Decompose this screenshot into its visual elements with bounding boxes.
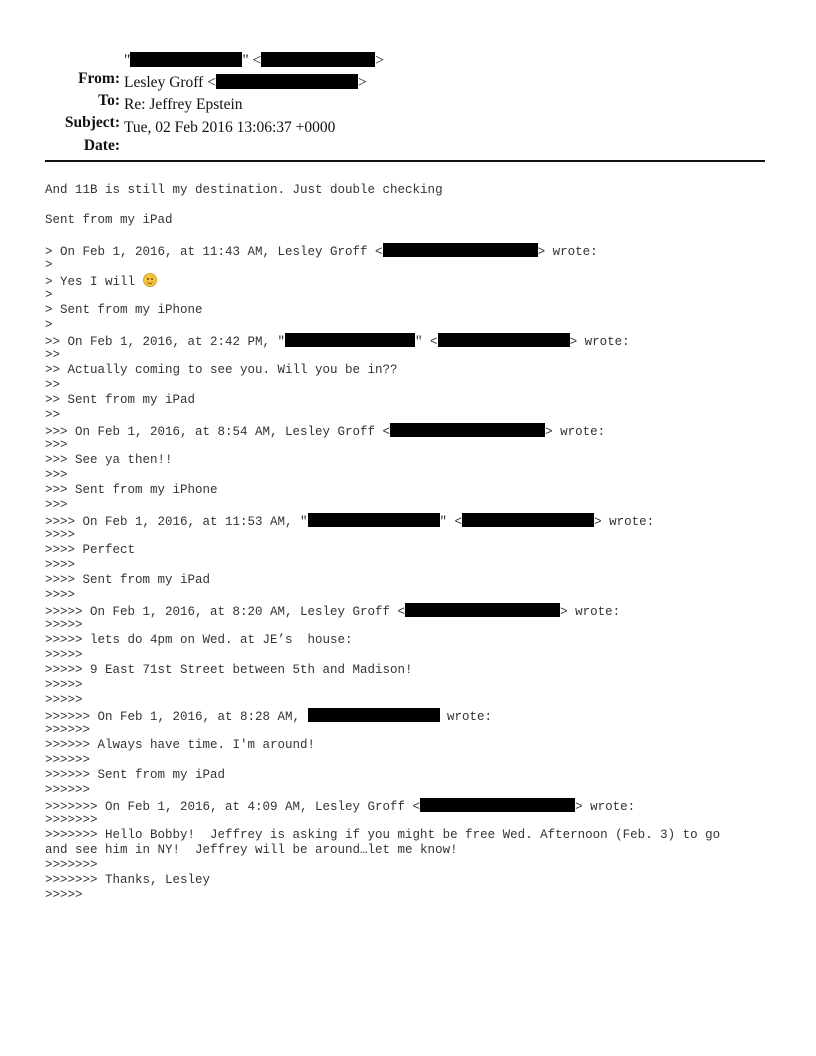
body-line: >>>>> bbox=[45, 678, 83, 692]
body-line: >>> See ya then!! bbox=[45, 453, 173, 467]
body-line: >>>>>>> Hello Bobby! Jeffrey is asking if you might be free Wed. Afternoon (Feb. 3) to go bbox=[45, 828, 721, 842]
body-line: >>>>>> bbox=[45, 783, 91, 797]
body-line: Sent from my iPad bbox=[45, 213, 173, 227]
body-line: >>>>>>> bbox=[45, 858, 98, 872]
body-line: And 11B is still my destination. Just double checking bbox=[45, 183, 443, 197]
quote-header-line: >>>>>> On Feb 1, 2016, at 8:28 AM, wrote: bbox=[45, 710, 493, 724]
redaction-box bbox=[216, 74, 358, 89]
body-line: >> bbox=[45, 408, 61, 422]
body-line: >> Actually coming to see you. Will you be in?? bbox=[45, 363, 398, 377]
body-line: > bbox=[45, 258, 53, 272]
body-line: >>> bbox=[45, 468, 68, 482]
date-label: Date: bbox=[83, 137, 120, 154]
body-line: >>> bbox=[45, 498, 68, 512]
body-line: >> Sent from my iPad bbox=[45, 393, 196, 407]
redaction-box bbox=[261, 52, 375, 67]
body-line: >>>>> bbox=[45, 618, 83, 632]
subject-label: Subject: bbox=[64, 114, 120, 131]
redaction-box bbox=[390, 423, 545, 437]
redaction-box bbox=[308, 708, 440, 722]
body-line: >>>>>> bbox=[45, 753, 91, 767]
body-line: >>>>>> Sent from my iPad bbox=[45, 768, 226, 782]
from-label: From: bbox=[78, 70, 120, 87]
redaction-box bbox=[130, 52, 242, 67]
from-value: " " < > bbox=[124, 52, 385, 69]
quote-header-line: >>>>>>> On Feb 1, 2016, at 4:09 AM, Lesley Groff < > wrote: bbox=[45, 800, 636, 814]
email-header bbox=[0, 52, 816, 152]
body-line: >>>> bbox=[45, 558, 76, 572]
body-line: >>>> bbox=[45, 528, 76, 542]
body-line: >>> Sent from my iPhone bbox=[45, 483, 218, 497]
body-line: >> bbox=[45, 378, 61, 392]
body-line: >> bbox=[45, 348, 61, 362]
to-value: Lesley Groff < > bbox=[124, 74, 367, 91]
redaction-box bbox=[383, 243, 538, 257]
redaction-box bbox=[420, 798, 575, 812]
body-line: >>> bbox=[45, 438, 68, 452]
body-line: >>>>>> bbox=[45, 723, 91, 737]
date-value: Tue, 02 Feb 2016 13:06:37 +0000 bbox=[124, 119, 336, 136]
to-label: To: bbox=[98, 92, 120, 109]
body-line: >>>>> bbox=[45, 693, 83, 707]
header-divider bbox=[45, 160, 765, 162]
quote-header-line: >>>>> On Feb 1, 2016, at 8:20 AM, Lesley Groff < > wrote: bbox=[45, 605, 621, 619]
quote-header-line: >>> On Feb 1, 2016, at 8:54 AM, Lesley Groff < > wrote: bbox=[45, 425, 606, 439]
body-line: >>>>> bbox=[45, 648, 83, 662]
body-line: > bbox=[45, 288, 53, 302]
body-line: >>>>>>> Thanks, Lesley bbox=[45, 873, 211, 887]
body-line: >>>>>>> bbox=[45, 813, 98, 827]
quote-header-line: > On Feb 1, 2016, at 11:43 AM, Lesley Groff < > wrote: bbox=[45, 245, 598, 259]
body-line: >>>>> 9 East 71st Street between 5th and Madison! bbox=[45, 663, 413, 677]
body-line: >>>> bbox=[45, 588, 76, 602]
redaction-box bbox=[462, 513, 594, 527]
redaction-box bbox=[285, 333, 415, 347]
body-line: >>>>> bbox=[45, 888, 83, 902]
redaction-box bbox=[405, 603, 560, 617]
email-body bbox=[45, 183, 785, 913]
body-line: >>>>> lets do 4pm on Wed. at JE’s house: bbox=[45, 633, 353, 647]
body-line: >>>> Sent from my iPad bbox=[45, 573, 211, 587]
redaction-box bbox=[308, 513, 440, 527]
body-line: > bbox=[45, 318, 53, 332]
body-line: > Sent from my iPhone bbox=[45, 303, 203, 317]
subject-value: Re: Jeffrey Epstein bbox=[124, 96, 243, 113]
body-line: and see him in NY! Jeffrey will be around…let me know! bbox=[45, 843, 458, 857]
body-line: >>>> Perfect bbox=[45, 543, 136, 557]
body-line: > Yes I will bbox=[45, 273, 157, 290]
redaction-box bbox=[438, 333, 570, 347]
quote-header-line: >> On Feb 1, 2016, at 2:42 PM, " " < > wrote: bbox=[45, 335, 630, 349]
smiling-face-icon bbox=[143, 273, 157, 287]
quote-header-line: >>>> On Feb 1, 2016, at 11:53 AM, " " < > wrote: bbox=[45, 515, 655, 529]
body-line: >>>>>> Always have time. I'm around! bbox=[45, 738, 316, 752]
